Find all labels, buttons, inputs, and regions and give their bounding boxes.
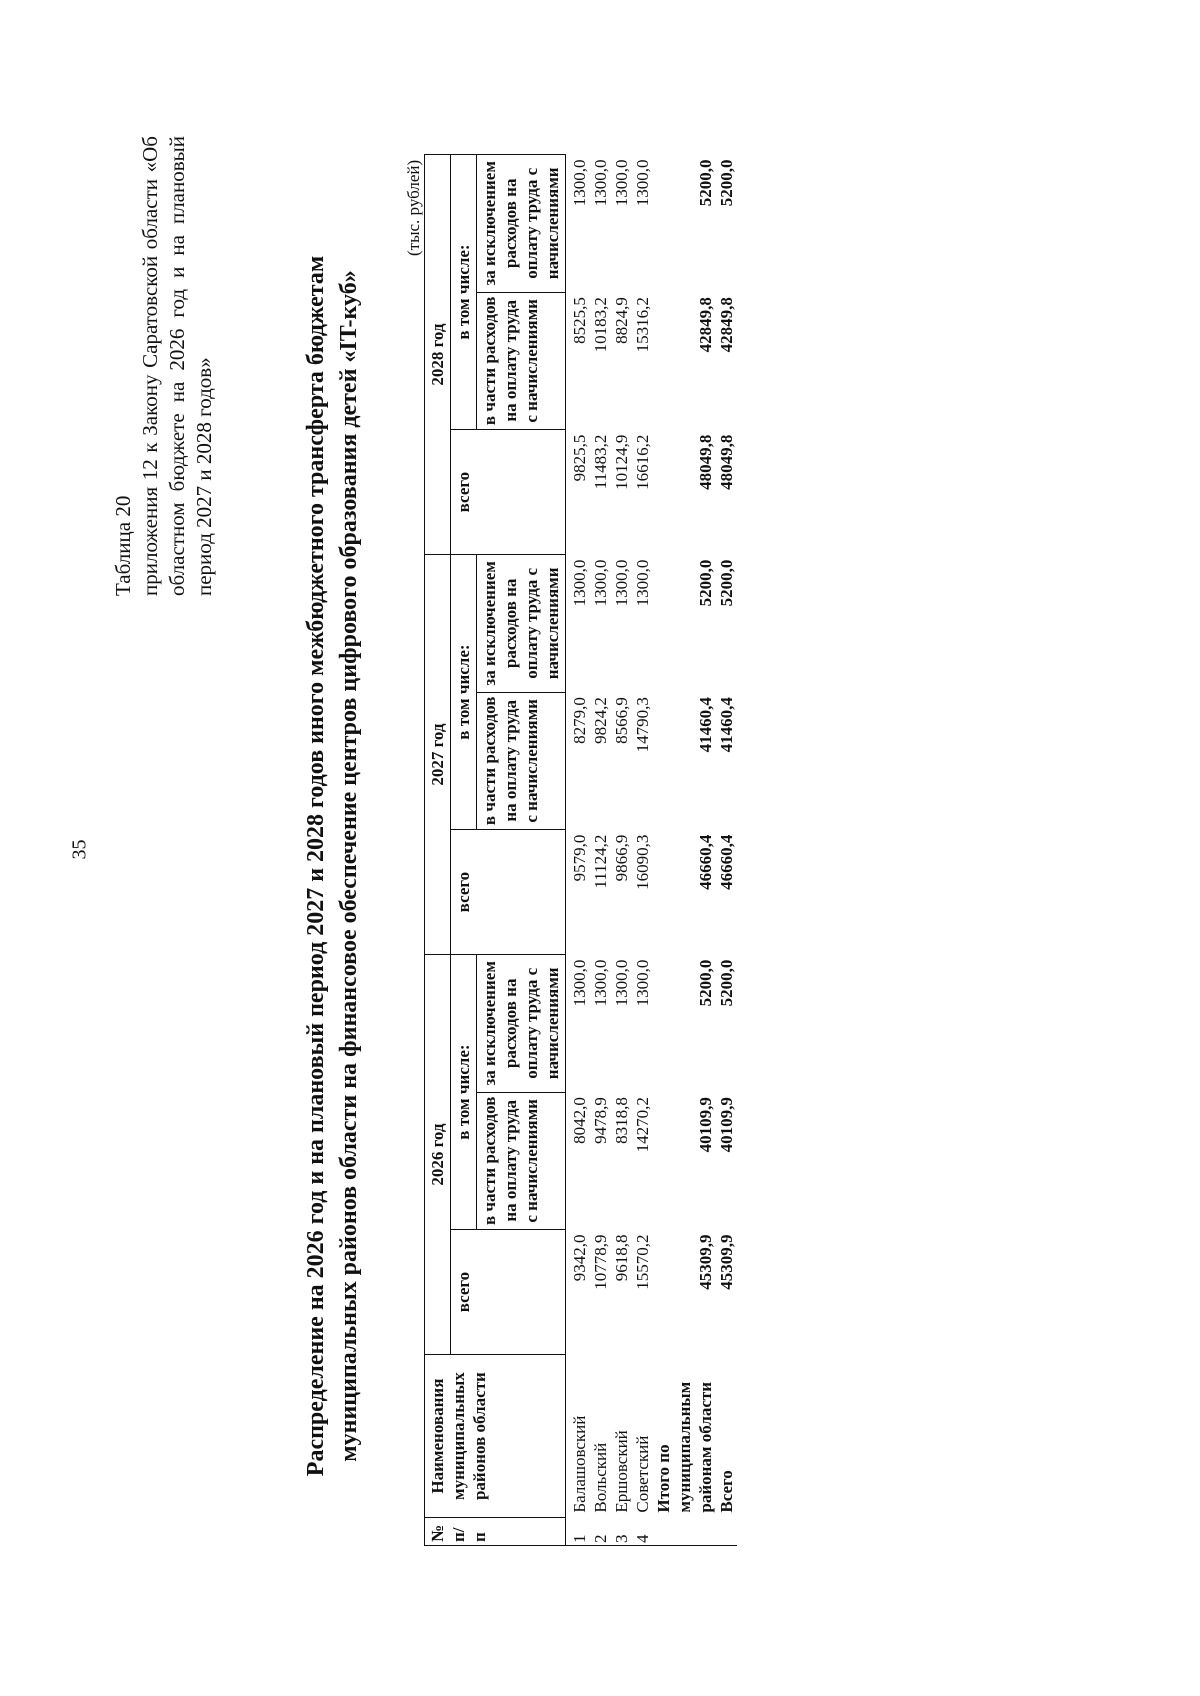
cell-2026-excl: 1300,0 [591,959,610,1007]
cell-2027-labor: 14790,3 [633,697,652,753]
cell-2026-total: 45309,9 [717,1234,736,1290]
cell-2026-total: 9618,8 [612,1234,631,1282]
cell-2027-excl: 1300,0 [633,559,652,607]
cell-2026-excl: 5200,0 [696,959,715,1007]
cell-2027-total: 46660,4 [696,834,715,890]
cell-2026-labor: 8042,0 [570,1097,589,1144]
district-name: Советский [633,1435,652,1513]
header-including: в том числе: [451,955,477,1230]
row-number [716,1518,737,1546]
cell-2028-labor: 42849,8 [717,297,736,353]
header-total: всего [451,1230,566,1355]
cell-2027-excl: 1300,0 [591,559,610,607]
header-including: в том числе: [451,555,477,830]
cell-2026-total: 15570,2 [633,1234,652,1290]
cell-2028-labor: 10183,2 [591,297,610,353]
district-name: Вольский [591,1442,610,1513]
title-line-1: Распределение на 2026 год и на плановый период 2027 и 2028 годов иного межбюджетного трансферта бюджетам [303,255,329,1477]
cell-2027-total: 16090,3 [633,834,652,890]
cell-2028-excl: 5200,0 [696,159,715,207]
row-number: 1 [566,1518,591,1546]
cell-2027-total: 46660,4 [717,834,736,890]
cell-2027-labor: 9824,2 [591,697,610,744]
cell-2026-labor: 14270,2 [633,1097,652,1153]
cell-2028-total: 16616,2 [633,434,652,490]
distribution-table [424,154,737,1546]
header-year-2026: 2026 год [425,955,451,1355]
table-row [632,155,653,1546]
header-excl-labor: за исключением расходов на оплату труда с начислениями [477,155,566,293]
cell-2026-labor: 8318,8 [612,1097,631,1144]
cell-2028-total: 48049,8 [717,434,736,490]
cell-2028-labor: 15316,2 [633,297,652,353]
header-name: Наименования муниципальных районов области [425,1355,566,1518]
header-year-2027: 2027 год [425,555,451,955]
table-row [590,155,611,1546]
unit-note: (тыс. рублей) [404,159,423,256]
cell-2027-excl: 5200,0 [696,559,715,607]
cell-2027-excl: 1300,0 [612,559,631,607]
table-row [611,155,632,1546]
cell-2028-labor: 42849,8 [696,297,715,353]
cell-2027-labor: 41460,4 [717,697,736,753]
cell-2026-total: 45309,9 [696,1234,715,1290]
cell-2026-total: 10778,9 [591,1234,610,1290]
header-excl-labor: за исключением расходов на оплату труда с начислениями [477,555,566,692]
total-row [716,155,737,1546]
row-number [653,1518,716,1546]
header-excl-labor: за исключением расходов на оплату труда с начислениями [477,955,566,1092]
header-part-labor: в части расходов на оплату труда с начислениями [477,1092,566,1229]
title-line-2: муниципальных районов области на финансовое обеспечение центров цифрового образования детей «IT-куб» [336,270,362,1462]
cell-2026-excl: 1300,0 [633,959,652,1007]
cell-2028-total: 48049,8 [696,434,715,490]
table-caption [110,136,218,596]
cell-2027-labor: 41460,4 [696,697,715,753]
header-year-2028: 2028 год [425,155,451,555]
cell-2026-excl: 1300,0 [612,959,631,1007]
header-part-labor: в части расходов на оплату труда с начислениями [477,692,566,829]
district-name: Ершовский [612,1430,631,1513]
caption-text: приложения 12 к Закону Саратовской области «Об областном бюджете на 2026 год и на плановый период 2027 и 2028 годов» [138,136,216,596]
cell-2028-labor: 8824,9 [612,297,631,344]
cell-2028-excl: 1300,0 [633,159,652,207]
cell-2027-total: 11124,2 [591,834,610,889]
cell-2027-total: 9579,0 [570,834,589,882]
table-label: Таблица 20 [111,495,135,596]
cell-2028-excl: 1300,0 [591,159,610,207]
cell-2028-excl: 1300,0 [612,159,631,207]
header-including: в том числе: [451,155,477,430]
cell-2027-excl: 1300,0 [570,559,589,607]
header-total: всего [451,430,566,555]
cell-2028-excl: 1300,0 [570,159,589,207]
row-number: 2 [590,1518,611,1546]
cell-2026-labor: 40109,9 [717,1097,736,1153]
total-label: Всего [717,1470,736,1513]
district-name: Балашовский [570,1415,589,1513]
cell-2027-labor: 8566,9 [612,697,631,744]
cell-2026-total: 9342,0 [570,1234,589,1282]
row-number: 4 [632,1518,653,1546]
row-number: 3 [611,1518,632,1546]
cell-2028-total: 9825,5 [570,434,589,482]
cell-2027-excl: 5200,0 [717,559,736,607]
cell-2026-labor: 9478,9 [591,1097,610,1144]
page-number: 35 [68,839,91,860]
document-title [300,186,366,1546]
subtotal-label: Итого по муниципальным районам области [654,1381,715,1513]
cell-2026-excl: 5200,0 [717,959,736,1007]
cell-2028-total: 11483,2 [591,434,610,490]
header-num: № п/п [425,1518,566,1546]
cell-2026-labor: 40109,9 [696,1097,715,1153]
cell-2028-labor: 8525,5 [570,297,589,344]
header-part-labor: в части расходов на оплату труда с начислениями [477,292,566,429]
cell-2027-labor: 8279,0 [570,697,589,744]
cell-2028-excl: 5200,0 [717,159,736,207]
cell-2028-total: 10124,9 [612,434,631,490]
header-total: всего [451,830,566,955]
cell-2026-excl: 1300,0 [570,959,589,1007]
subtotal-row [653,155,716,1546]
cell-2027-total: 9866,9 [612,834,631,882]
table-row [566,155,591,1546]
